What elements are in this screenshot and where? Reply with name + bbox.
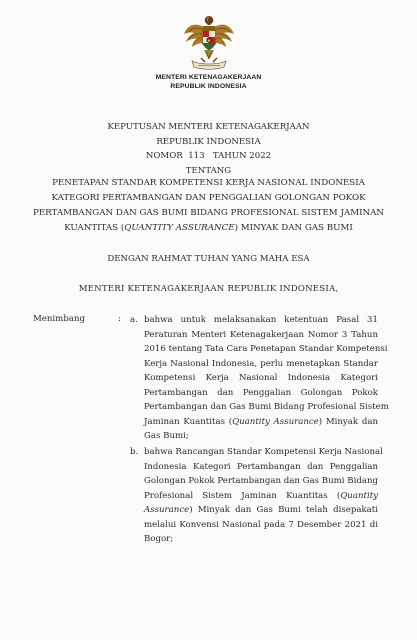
item-b-line5-post: ) Minyak dan Gas Bumi telah disepakati (189, 505, 378, 515)
decree-title-line-1: PENETAPAN STANDAR KOMPETENSI KERJA NASIONAL INDONESIA (52, 178, 365, 188)
decree-number-label: NOMOR (145, 151, 183, 162)
item-a-line: Pertambangan dan Gas Bumi Bidang Profesional Sistem (144, 402, 389, 412)
item-b-line-7: Bogor; (144, 534, 174, 544)
item-b-line-4 (144, 489, 378, 504)
item-a-line: Kerja Nasional Indonesia, perlu menetapkan Standar (144, 358, 378, 369)
ministry-line-1: MENTERI KETENAGAKERJAAN (155, 74, 262, 81)
decree-number-value: 113 (188, 151, 205, 162)
item-a-line: bahwa untuk melaksanakan ketentuan Pasal 31 (144, 315, 378, 325)
decree-title (0, 176, 417, 236)
garuda-pancasila-emblem-icon (182, 14, 236, 72)
title-line4-post: ) MINYAK DAN GAS BUMI (234, 223, 353, 233)
considering-label: Menimbang (33, 314, 85, 324)
item-a-line8-pre: Jaminan Kuantitas ( (144, 416, 233, 427)
decree-heading-line-2: REPUBLIK INDONESIA (156, 136, 261, 147)
minister-line: MENTERI KETENAGAKERJAAN REPUBLIK INDONESIA, (78, 284, 339, 294)
item-a-line: Peraturan Menteri Ketenagakerjaan Nomor 3 Tahun (144, 329, 378, 340)
ministry-line-2: REPUBLIK INDONESIA (170, 83, 247, 90)
decree-title-line-2: KATEGORI PERTAMBANGAN DAN PENGGALIAN GOLONGAN POKOK (51, 193, 366, 203)
item-a-line-8 (144, 415, 378, 430)
item-b-line5-italic: Assurance (144, 505, 190, 515)
decree-year: TAHUN 2022 (212, 151, 272, 162)
item-a-line-9: Gas Bumi; (144, 431, 189, 441)
item-b-line4-italic: Quantity (340, 490, 378, 501)
item-letter: a. (130, 315, 138, 325)
decree-number-line (0, 149, 417, 164)
item-body (144, 313, 389, 444)
item-a-line: Pertambangan dan Penggalian Golongan Pokok (144, 387, 378, 398)
item-b-line-6: melalui Konvensi Nasional pada 7 Desember 2021 di (144, 519, 378, 530)
decree-about: TENTANG (185, 165, 232, 176)
item-a-line8-post: ) Minyak dan (318, 416, 379, 427)
title-line4-pre: KUANTITAS ( (64, 223, 125, 233)
item-b-line4-pre: Profesional Sistem Jaminan Kuantitas ( (144, 490, 341, 501)
item-b-line: Golongan Pokok Pertambangan dan Gas Bumi Bidang (144, 476, 378, 486)
item-b-line-5 (144, 503, 378, 518)
item-letter: b. (130, 447, 139, 457)
decree-title-line-3: PERTAMBANGAN DAN GAS BUMI BIDANG PROFESIONAL SISTEM JAMINAN (32, 208, 385, 218)
decree-heading-line-1: KEPUTUSAN MENTERI KETENAGAKERJAAN (107, 122, 310, 132)
item-b-line: bahwa Rancangan Standar Kompetensi Kerja Nasional (144, 447, 383, 457)
considering-colon: : (118, 314, 121, 324)
title-line4-italic: QUANTITY ASSURANCE (124, 223, 235, 233)
decree-title-line-4 (0, 221, 417, 236)
item-a-line8-italic: Quantity Assurance (232, 416, 319, 427)
grace-line: DENGAN RAHMAT TUHAN YANG MAHA ESA (107, 254, 310, 264)
ministry-letterhead (0, 73, 417, 91)
item-a-line: 2016 tentang Tata Cara Penetapan Standar Kompetensi (144, 344, 388, 354)
item-body (144, 445, 383, 547)
decree-heading (0, 120, 417, 178)
item-a-line: Kompetensi Kerja Nasional Indonesia Kategori (144, 373, 378, 383)
item-b-line: Indonesia Kategori Pertambangan dan Penggalian (144, 461, 378, 472)
